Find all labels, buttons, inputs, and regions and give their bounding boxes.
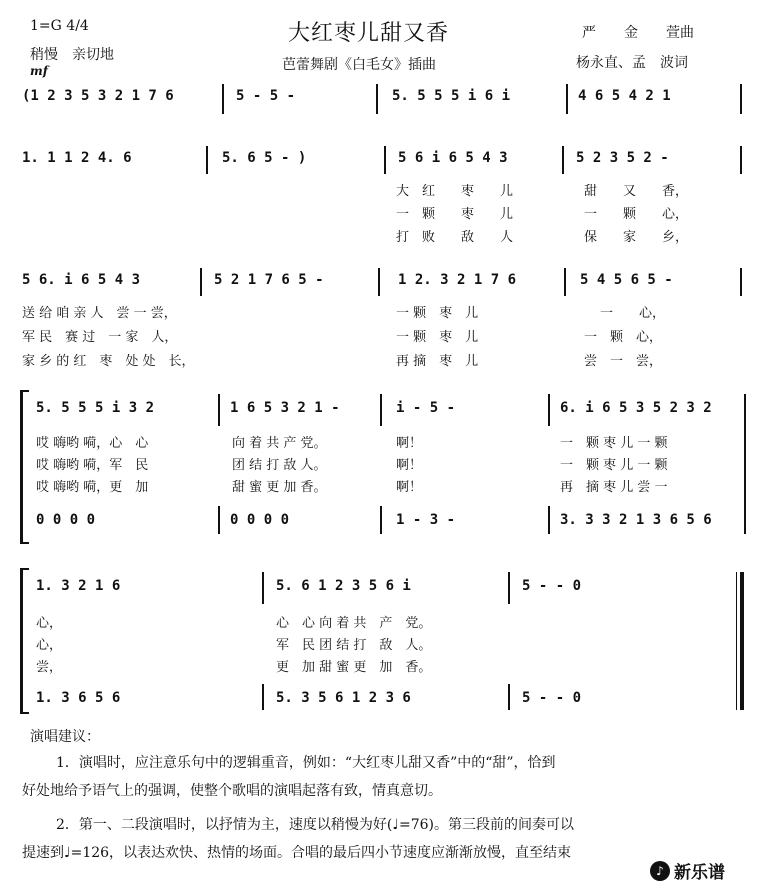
measure: 5 - - 0 bbox=[522, 578, 582, 594]
lyric-verse-2: 哎 嗨哟 嗬，军 民 bbox=[36, 458, 149, 473]
barline bbox=[508, 684, 510, 710]
advice-paragraph-2: 2．第一、二段演唱时，以抒情为主，速度以稍慢为好(♩=76)。第三段前的间奏可以 bbox=[56, 817, 574, 833]
measure-lower: 1. 3 6 5 6 bbox=[36, 690, 121, 706]
site-watermark bbox=[650, 858, 725, 883]
lyric-verse-3: 打 败 敌 人 bbox=[396, 230, 514, 245]
lyric-verse-1: 甜 又 香， bbox=[584, 184, 689, 199]
barline bbox=[384, 146, 386, 174]
barline bbox=[548, 506, 550, 534]
lyric-verse-3: 家 乡 的 红 枣 处 处 长， bbox=[22, 354, 195, 369]
lyric-verse-3: 更 加 甜 蜜 更 加 香。 bbox=[276, 660, 432, 675]
lyric-verse-3: 啊！ bbox=[396, 480, 423, 495]
lyric-verse-1: 心 心 向 着 共 产 党。 bbox=[276, 616, 432, 631]
barline bbox=[564, 268, 566, 296]
composer-credit: 严 金 萱曲 bbox=[582, 25, 694, 41]
lyric-verse-2: 团 结 打 敌 人。 bbox=[232, 458, 327, 473]
measure-lower: 3. 3 3 2 1 3 6 5 6 bbox=[560, 512, 712, 528]
measure: 5 6. i 6 5 4 3 bbox=[22, 272, 141, 288]
lyric-verse-1: 哎 嗨哟 嗬，心 心 bbox=[36, 436, 149, 451]
system-bracket bbox=[20, 390, 29, 544]
barline bbox=[262, 684, 264, 710]
lyric-verse-2: 一 颗 枣 儿 bbox=[396, 207, 514, 222]
lyric-verse-2: 一 颗 枣 儿 一 颗 bbox=[560, 458, 668, 473]
barline bbox=[508, 572, 510, 604]
measure: 5 4 5 6 5 - bbox=[580, 272, 673, 288]
lyricist-credit: 杨永直、孟 波词 bbox=[576, 55, 688, 71]
lyric-verse-1: 大 红 枣 儿 bbox=[396, 184, 514, 199]
barline bbox=[566, 84, 568, 114]
measure: 1. 1 1 2 4. 6 bbox=[22, 150, 132, 166]
barline bbox=[548, 394, 550, 426]
measure: (1 2 3 5 3 2 1 7 6 bbox=[22, 88, 174, 104]
barline bbox=[262, 572, 264, 604]
measure-lower: 0 0 0 0 bbox=[36, 512, 96, 528]
lyric-verse-2: 军 民 团 结 打 敌 人。 bbox=[276, 638, 432, 653]
lyric-verse-2: 一 颗 枣 儿 bbox=[396, 330, 479, 345]
lyric-verse-1: 心， bbox=[36, 616, 63, 631]
key-signature: 1=G 4/4 bbox=[30, 18, 89, 34]
barline bbox=[380, 394, 382, 426]
barline bbox=[218, 394, 220, 426]
measure: 6. i 6 5 3 5 2 3 2 bbox=[560, 400, 712, 416]
barline bbox=[376, 84, 378, 114]
lyric-verse-3: 再 摘 枣 儿 bbox=[396, 354, 479, 369]
system-bracket bbox=[20, 568, 29, 714]
lyric-verse-3: 保 家 乡， bbox=[584, 230, 689, 245]
barline bbox=[218, 506, 220, 534]
lyric-verse-2: 心， bbox=[36, 638, 63, 653]
lyric-verse-1: 送 给 咱 亲 人 尝 一 尝， bbox=[22, 306, 177, 321]
lyric-verse-3: 甜 蜜 更 加 香。 bbox=[232, 480, 327, 495]
final-barline-thick bbox=[740, 572, 744, 710]
measure: i - 5 - bbox=[396, 400, 456, 416]
song-subtitle: 芭蕾舞剧《白毛女》插曲 bbox=[282, 57, 436, 73]
lyric-verse-3: 再 摘 枣 儿 尝 一 bbox=[560, 480, 668, 495]
advice-paragraph-2-cont: 提速到♩=126，以表达欢快、热情的场面。合唱的最后四小节速度应渐渐放慢，直至结束 bbox=[22, 845, 572, 861]
measure: 4 6 5 4 2 1 bbox=[578, 88, 671, 104]
song-title: 大红枣儿甜又香 bbox=[288, 21, 450, 46]
watermark-text: 新乐谱 bbox=[674, 863, 725, 883]
measure: 5 6 i 6 5 4 3 bbox=[398, 150, 508, 166]
measure-lower: 5 - - 0 bbox=[522, 690, 582, 706]
advice-paragraph-1-cont: 好处地给予语气上的强调，使整个歌唱的演唱起落有致，情真意切。 bbox=[22, 783, 442, 799]
lyric-verse-1: 啊！ bbox=[396, 436, 423, 451]
barline bbox=[740, 146, 742, 174]
measure: 1 6 5 3 2 1 - bbox=[230, 400, 340, 416]
lyric-verse-3: 哎 嗨哟 嗬，更 加 bbox=[36, 480, 149, 495]
barline bbox=[562, 146, 564, 174]
advice-heading: 演唱建议： bbox=[30, 729, 100, 745]
measure: 5 2 3 5 2 - bbox=[576, 150, 669, 166]
measure: 5. 6 5 - ) bbox=[222, 150, 307, 166]
lyric-verse-1: 一 心， bbox=[600, 306, 666, 321]
final-barline-thin bbox=[736, 572, 737, 710]
measure: 5 - 5 - bbox=[236, 88, 296, 104]
measure: 5 2 1 7 6 5 - bbox=[214, 272, 324, 288]
lyric-verse-1: 一 颗 枣 儿 一 颗 bbox=[560, 436, 668, 451]
lyric-verse-3: 尝， bbox=[36, 660, 63, 675]
lyric-verse-2: 军 民 赛 过 一 家 人， bbox=[22, 330, 178, 345]
measure: 1 2. 3 2 1 7 6 bbox=[398, 272, 517, 288]
advice-paragraph-1: 1．演唱时，应注意乐句中的逻辑重音，例如：“大红枣儿甜又香”中的“甜”，恰到 bbox=[56, 755, 556, 771]
lyric-verse-2: 啊！ bbox=[396, 458, 423, 473]
measure: 5. 6 1 2 3 5 6 i bbox=[276, 578, 411, 594]
barline bbox=[744, 394, 746, 534]
dynamic-mark: mf bbox=[30, 64, 48, 78]
barline bbox=[200, 268, 202, 296]
measure-lower: 1 - 3 - bbox=[396, 512, 456, 528]
lyric-verse-1: 一 颗 枣 儿 bbox=[396, 306, 479, 321]
measure-lower: 5. 3 5 6 1 2 3 6 bbox=[276, 690, 411, 706]
barline bbox=[206, 146, 208, 174]
measure: 5. 5 5 5 i 6 i bbox=[392, 88, 511, 104]
lyric-verse-3: 尝 一 尝， bbox=[584, 354, 663, 369]
measure: 1. 3 2 1 6 bbox=[36, 578, 121, 594]
barline bbox=[378, 268, 380, 296]
barline bbox=[380, 506, 382, 534]
measure: 5. 5 5 5 i 3 2 bbox=[36, 400, 155, 416]
barline bbox=[740, 84, 742, 114]
music-note-icon: ♪ bbox=[650, 861, 670, 881]
barline bbox=[740, 268, 742, 296]
lyric-verse-2: 一 颗 心， bbox=[584, 330, 663, 345]
measure-lower: 0 0 0 0 bbox=[230, 512, 290, 528]
tempo-mark: 稍慢 亲切地 bbox=[30, 47, 114, 63]
lyric-verse-1: 向 着 共 产 党。 bbox=[232, 436, 327, 451]
lyric-verse-2: 一 颗 心， bbox=[584, 207, 689, 222]
barline bbox=[222, 84, 224, 114]
